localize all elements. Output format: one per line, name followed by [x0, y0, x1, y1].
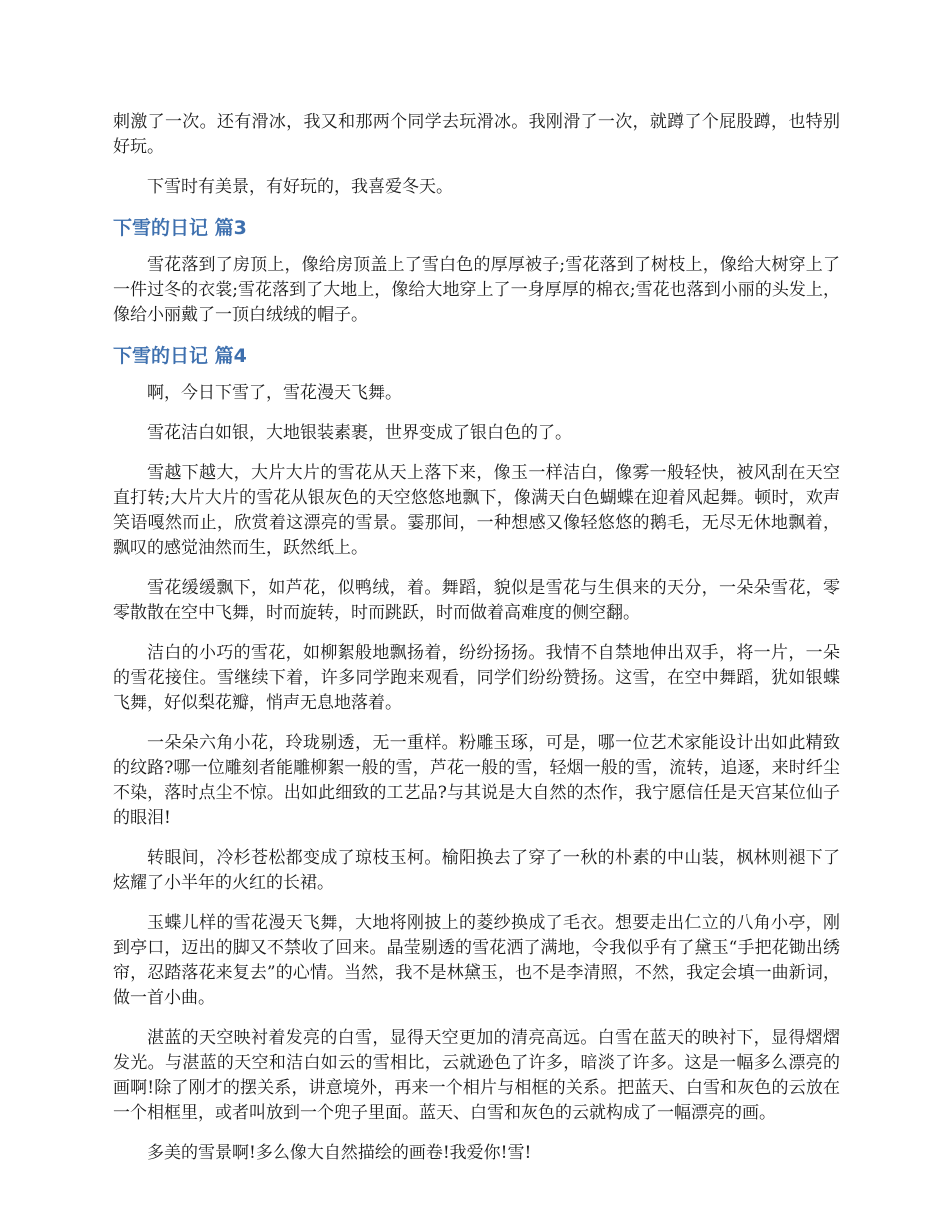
- paragraph: 湛蓝的天空映衬着发亮的白雪，显得天空更加的清亮高远。白雪在蓝天的映衬下，显得熠熠发光。与湛蓝的天空和洁白如云的雪相比，云就逊色了许多，暗淡了许多。这是一幅多么漂亮的画啊!除了刚才的摆关系，讲意境外，再来一个相片与相框的关系。把蓝天、白雪和灰色的云放在一个相框里，或者叫放到一个兜子里面。蓝天、白雪和灰色的云就构成了一幅漂亮的画。: [113, 1028, 840, 1123]
- paragraph: 雪花缓缓飘下，如芦花，似鸭绒，着。舞蹈，貌似是雪花与生俱来的天分，一朵朵雪花，零零散散在空中飞舞，时而旋转，时而跳跃，时而做着高难度的侧空翻。: [113, 578, 840, 623]
- paragraph: 雪越下越大，大片大片的雪花从天上落下来，像玉一样洁白，像雾一般轻快，被风刮在天空直打转;大片大片的雪花从银灰色的天空悠悠地飘下，像满天白色蝴蝶在迎着风起舞。顿时，欢声笑语嘎然而止，欣赏着这漂亮的雪景。霎那间，一种想感又像轻悠悠的鹅毛，无尽无休地飘着，飘叹的感觉油然而生，跃然纸上。: [113, 463, 840, 558]
- paragraph: 一朵朵六角小花，玲珑剔透，无一重样。粉雕玉琢，可是，哪一位艺术家能设计出如此精致的纹路?哪一位雕刻者能雕柳絮一般的雪，芦花一般的雪，轻烟一般的雪，流转，追逐，来时纤尘不染，落时点尘不惊。出如此细致的工艺品?与其说是大自然的杰作，我宁愿信任是天宫某位仙子的眼泪!: [113, 733, 840, 828]
- paragraph: 啊，今日下雪了，雪花漫天飞舞。: [147, 383, 402, 403]
- document-page: [113, 110, 840, 1181]
- paragraph: 洁白的小巧的雪花，如柳絮般地飘扬着，纷纷扬扬。我情不自禁地伸出双手，将一片，一朵的雪花接住。雪继续下着，许多同学跑来观看，同学们纷纷赞扬。这雪，在空中舞蹈，犹如银蝶飞舞，好似梨花瓣，悄声无息地落着。: [113, 643, 840, 713]
- paragraph: 刺激了一次。还有滑冰，我又和那两个同学去玩滑冰。我刚滑了一次，就蹲了个屁股蹲，也特别好玩。: [113, 112, 840, 157]
- section-heading: 下雪的日记 篇3: [113, 217, 247, 239]
- paragraph: 雪花洁白如银，大地银装素裹，世界变成了银白色的了。: [147, 423, 572, 443]
- paragraph: 转眼间，冷杉苍松都变成了琼枝玉柯。榆阳换去了穿了一秋的朴素的中山装，枫林则褪下了炫耀了小半年的火红的长裙。: [113, 848, 840, 893]
- paragraph: 多美的雪景啊!多么像大自然描绘的画卷!我爱你!雪!: [147, 1143, 532, 1163]
- paragraph: 雪花落到了房顶上，像给房顶盖上了雪白色的厚厚被子;雪花落到了树枝上，像给大树穿上了一件过冬的衣裳;雪花落到了大地上，像给大地穿上了一身厚厚的棉衣;雪花也落到小丽的头发上，像给小丽戴了一顶白绒绒的帽子。: [113, 255, 840, 325]
- section-heading: 下雪的日记 篇4: [113, 345, 247, 367]
- paragraph: 下雪时有美景，有好玩的，我喜爱冬天。: [147, 177, 453, 197]
- paragraph: 玉蝶儿样的雪花漫天飞舞，大地将刚披上的菱纱换成了毛衣。想要走出仁立的八角小亭，刚到亭口，迈出的脚又不禁收了回来。晶莹剔透的雪花洒了满地，令我似乎有了黛玉“手把花锄出绣帘，忍踏落花来复去”的心情。当然，我不是林黛玉，也不是李清照，不然，我定会填一曲新词，做一首小曲。: [113, 913, 840, 1008]
